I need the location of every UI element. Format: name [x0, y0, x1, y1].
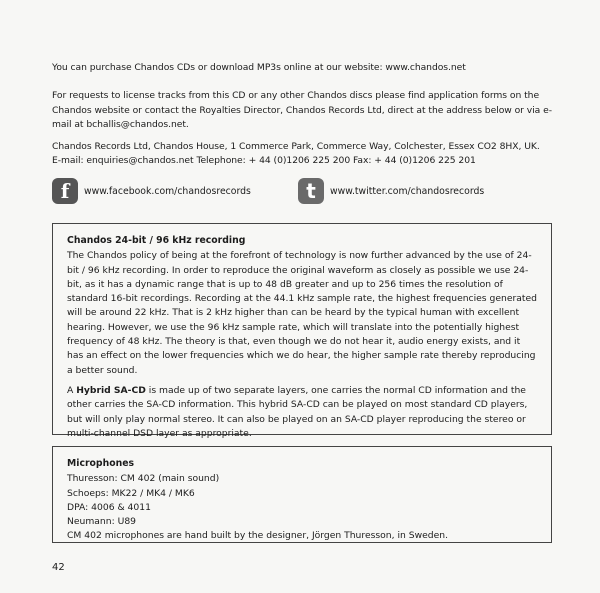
recording-heading: Chandos 24-bit / 96 kHz recording: [67, 235, 246, 246]
facebook-link[interactable]: [52, 178, 251, 204]
hybrid-sacd-paragraph: A Hybrid SA-CD is made up of two separate layers, one carries the normal CD information and the other carries the SA-CD information. This hybrid SA-CD can be played on most standard CD players, but will only play normal stereo. It can also be played on an SA-CD player reproducing the stereo or multi-channel DSD layer as appropriate.: [67, 384, 528, 439]
recording-info-box: [52, 223, 552, 439]
purchase-text: You can purchase Chandos CDs or download MP3s online at our website: www.chandos.net: [52, 62, 466, 73]
microphones-box: [52, 446, 552, 543]
twitter-icon: t: [298, 178, 324, 204]
mic-line: DPA: 4006 & 4011: [67, 501, 151, 513]
facebook-url[interactable]: www.facebook.com/chandosrecords: [84, 185, 251, 197]
mic-note: CM 402 microphones are hand built by the designer, Jörgen Thuresson, in Sweden.: [67, 530, 448, 542]
address-text: Chandos Records Ltd, Chandos House, 1 Commerce Park, Commerce Way, Colchester, Essex CO2 8HX, UK.: [52, 141, 540, 152]
facebook-icon: f: [52, 178, 78, 204]
mic-line: Thuresson: CM 402 (main sound): [67, 473, 220, 485]
twitter-url[interactable]: www.twitter.com/chandosrecords: [330, 185, 485, 197]
contact-text: E-mail: enquiries@chandos.net Telephone: + 44 (0)1206 225 200 Fax: + 44 (0)1206 225 201: [52, 155, 476, 166]
hybrid-sacd-term: Hybrid SA-CD: [76, 384, 146, 396]
license-text: For requests to license tracks from this CD or any other Chandos discs please find application forms on the Chandos website or contact the Royalties Director, Chandos Records Ltd, direct at the address below or via e-mail at bchallis@chandos.net.: [52, 90, 552, 130]
microphones-heading: Microphones: [67, 458, 135, 469]
twitter-link[interactable]: [298, 178, 484, 204]
page-number: 42: [52, 562, 65, 573]
mic-line: Schoeps: MK22 / MK4 / MK6: [67, 487, 195, 499]
recording-paragraph: The Chandos policy of being at the forefront of technology is now further advanced by the use of 24-bit / 96 kHz recording. In order to reproduce the original waveform as closely as possible we use 24-bit, as it has a dynamic range that is up to 48 dB greater and up to 256 times the resolution of standard 16-bit recordings. Recording at the 44.1 kHz sample rate, the highest frequencies generated will be around 22 kHz. That is 2 kHz higher than can be heard by the typical human with excellent hearing. However, we use the 96 kHz sample rate, which will translate into the potentially highest frequency of 48 kHz. The theory is that, even though we do not hear it, audio energy exists, and it has an effect on the lower frequencies which we do hear, the higher sample rate thereby reproducing a better sound.: [67, 250, 537, 376]
mic-line: Neumann: U89: [67, 516, 137, 528]
